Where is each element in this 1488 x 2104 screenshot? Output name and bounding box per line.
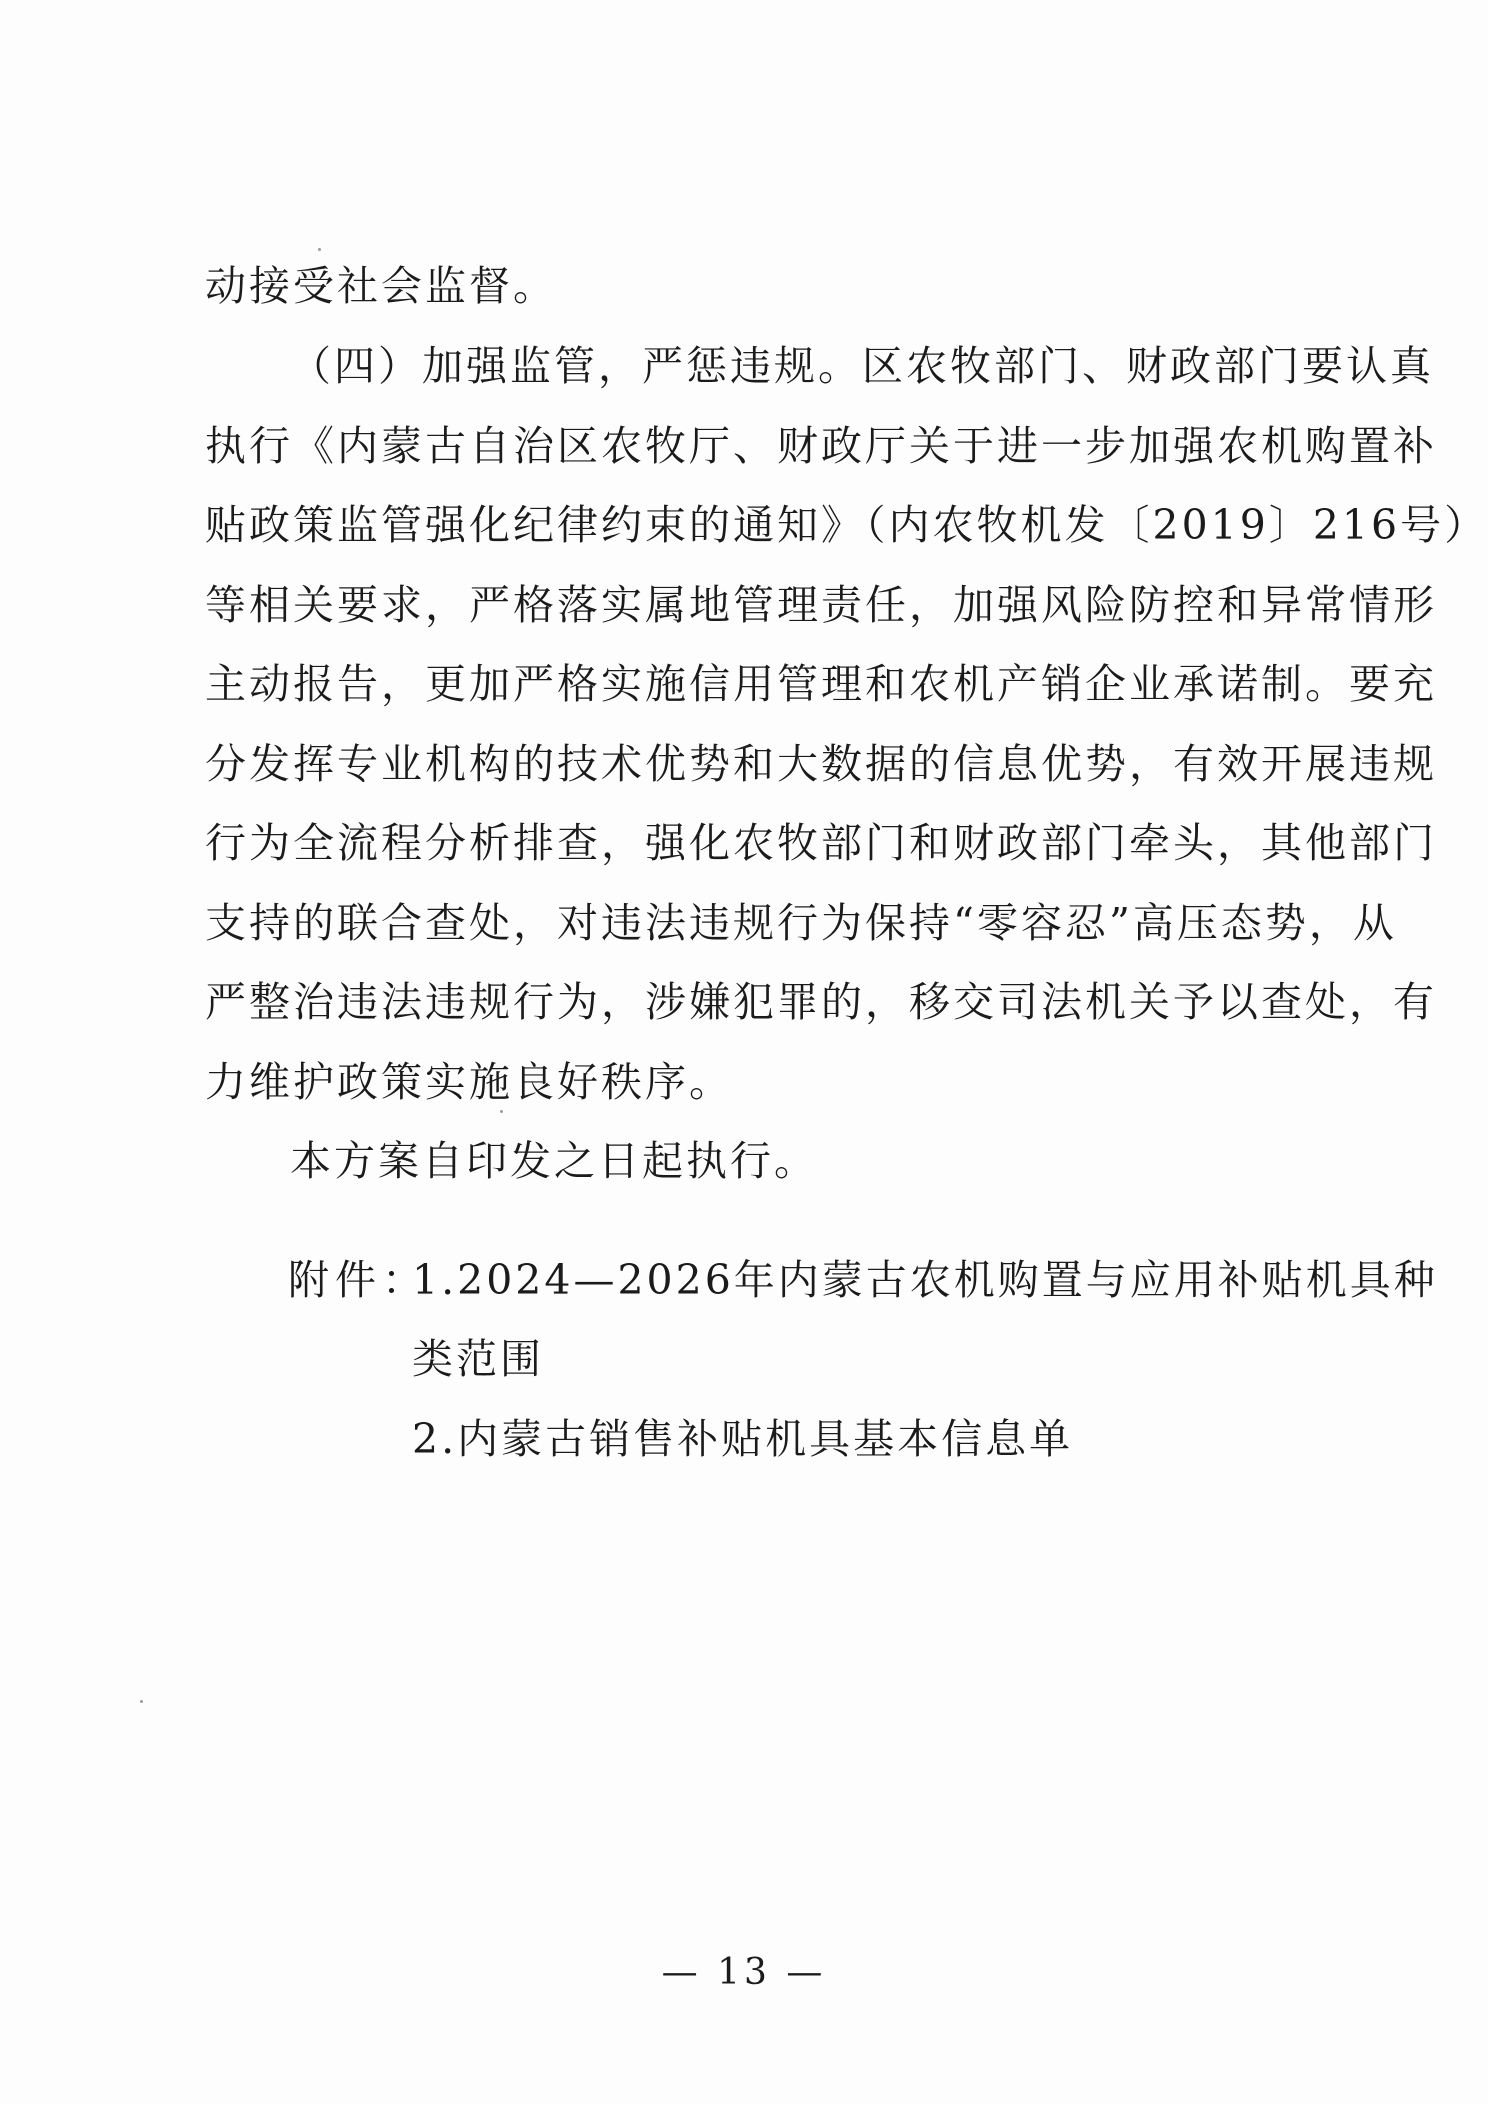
body-line: 贴政策监管强化纪律约束的通知》（内农牧机发〔2019〕216号）	[205, 501, 1488, 549]
body-line: 等相关要求，严格落实属地管理责任，加强风险防控和异常情形	[205, 581, 1437, 629]
body-line: 动接受社会监督。	[205, 262, 557, 310]
body-line: 支持的联合查处，对违法违规行为保持“零容忍”高压态势，从	[205, 899, 1397, 947]
body-line: 行为全流程分析排查，强化农牧部门和财政部门牵头，其他部门	[205, 819, 1437, 867]
section-heading-line: （四）加强监管，严惩违规。区农牧部门、财政部门要认真	[290, 342, 1434, 390]
attachment-item-2: 2.内蒙古销售补贴机具基本信息单	[412, 1415, 1074, 1463]
body-line: 执行《内蒙古自治区农牧厅、财政厅关于进一步加强农机购置补	[205, 422, 1437, 470]
attachments-label: 附件：	[288, 1256, 429, 1304]
page-number: — 13 —	[661, 1952, 827, 1993]
scan-speck	[318, 248, 321, 251]
body-line: 力维护政策实施良好秩序。	[205, 1058, 733, 1106]
scan-speck	[140, 1700, 143, 1703]
body-line: 分发挥专业机构的技术优势和大数据的信息优势，有效开展违规	[205, 740, 1437, 788]
scan-speck	[500, 1110, 503, 1113]
body-line: 严整治违法违规行为，涉嫌犯罪的，移交司法机关予以查处，有	[205, 978, 1437, 1026]
body-line: 主动报告，更加严格实施信用管理和农机产销企业承诺制。要充	[205, 660, 1437, 708]
effective-date-line: 本方案自印发之日起执行。	[290, 1137, 818, 1185]
attachment-item-1-continued: 类范围	[412, 1335, 544, 1383]
attachment-item-1: 1.2024—2026年内蒙古农机购置与应用补贴机具种	[412, 1256, 1438, 1304]
